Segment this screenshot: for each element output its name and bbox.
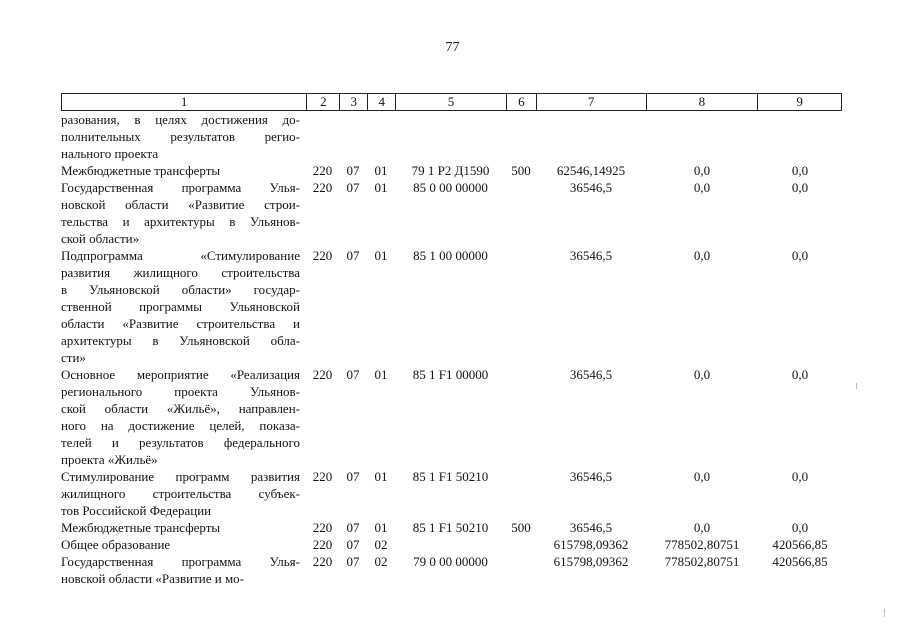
row-cell-c9: 0,0: [791, 520, 809, 535]
header-col-3: 3: [340, 94, 368, 110]
row-cell-c9: 0,0: [791, 180, 809, 195]
row-cell-c8: 0,0: [693, 520, 711, 535]
row-cell-c3: 07: [346, 180, 360, 195]
row-cell-c9: 0,0: [791, 367, 809, 382]
row-name-cell: [61, 519, 306, 536]
header-col-2: 2: [307, 94, 340, 110]
row-name-cell: [61, 247, 306, 366]
row-cell-c5: 85 1 00 00000: [413, 248, 488, 263]
row-cell-c5: 79 1 P2 Д1590: [411, 163, 490, 178]
row-name-line: ской области»: [61, 231, 140, 246]
header-col-1: 1: [62, 94, 307, 110]
row-cell-c4: 01: [374, 163, 388, 178]
row-cell-c5: 85 1 F1 50210: [412, 469, 489, 484]
row-cell-c3: 07: [346, 537, 360, 552]
row-cell-c5: 85 1 F1 00000: [412, 367, 489, 382]
table-row: [61, 366, 842, 468]
row-cell-c7: 615798,09362: [553, 537, 629, 552]
row-cell-c7: 36546,5: [569, 367, 613, 382]
row-name-line: телей и результатов федерального: [61, 435, 300, 450]
row-name-line: жилищного строительства субъек-: [61, 486, 300, 501]
row-name-line: ственной программы Ульяновской: [61, 299, 300, 314]
row-cell-c7: 36546,5: [569, 248, 613, 263]
row-cell-c5: 79 0 00 00000: [413, 554, 488, 569]
row-name-line: Общее образование: [61, 537, 171, 552]
row-name-line: Межбюджетные трансферты: [61, 520, 221, 535]
row-name-line: тов Российской Федерации: [61, 503, 212, 518]
row-name-line: проекта «Жильё»: [61, 452, 158, 467]
row-cell-c7: 36546,5: [569, 520, 613, 535]
header-col-4: 4: [368, 94, 396, 110]
table-body: [61, 111, 842, 587]
row-cell-c8: 778502,80751: [664, 537, 740, 552]
row-name-line: сти»: [61, 350, 86, 365]
row-cell-c4: 02: [374, 537, 388, 552]
row-cell-c2: 220: [312, 554, 333, 569]
row-name-line: Основное мероприятие «Реализация: [61, 367, 300, 382]
row-cell-c7: 615798,09362: [553, 554, 629, 569]
row-cell-c2: 220: [312, 367, 333, 382]
row-cell-c8: 0,0: [693, 248, 711, 263]
row-cell-c4: 01: [374, 367, 388, 382]
row-cell-c6: 500: [511, 520, 531, 535]
row-cell-c2: 220: [312, 537, 333, 552]
row-cell-c8: 0,0: [693, 469, 711, 484]
table-row: [61, 162, 842, 179]
row-cell-c2: 220: [312, 180, 333, 195]
row-cell-c8: 0,0: [693, 180, 711, 195]
row-cell-c3: 07: [346, 163, 360, 178]
row-name-cell: [61, 536, 306, 553]
row-name-line: Государственная программа Улья-: [61, 180, 300, 195]
row-name-line: новской области «Развитие и мо-: [61, 571, 245, 586]
table-row: [61, 179, 842, 247]
page-number: 77: [445, 40, 460, 55]
row-name-line: нального проекта: [61, 146, 159, 161]
row-cell-c9: 0,0: [791, 248, 809, 263]
table-row: [61, 553, 842, 587]
row-cell-c3: 07: [346, 367, 360, 382]
row-cell-c3: 07: [346, 520, 360, 535]
header-col-5: 5: [396, 94, 507, 110]
row-cell-c9: 420566,85: [772, 537, 828, 552]
row-cell-c9: 420566,85: [772, 554, 828, 569]
row-name-cell: [61, 553, 306, 587]
row-cell-c8: 0,0: [693, 367, 711, 382]
row-cell-c6: 500: [511, 163, 531, 178]
row-cell-c8: 0,0: [693, 163, 711, 178]
scan-artifact: [856, 383, 857, 389]
row-name-cell: [61, 179, 306, 247]
header-col-6: 6: [507, 94, 537, 110]
row-name-line: области «Развитие строительства и: [61, 316, 300, 331]
row-name-cell: [61, 111, 306, 162]
row-cell-c4: 01: [374, 520, 388, 535]
row-name-line: развития жилищного строительства: [61, 265, 300, 280]
row-name-line: регионального проекта Ульянов-: [61, 384, 300, 399]
row-cell-c8: 778502,80751: [664, 554, 740, 569]
row-name-line: ской области «Жильё», направлен-: [61, 401, 300, 416]
row-name-line: Государственная программа Улья-: [61, 554, 300, 569]
row-name-cell: [61, 468, 306, 519]
row-cell-c2: 220: [312, 469, 333, 484]
header-col-9: 9: [796, 94, 803, 109]
row-cell-c4: 02: [374, 554, 388, 569]
row-cell-c7: 62546,14925: [556, 163, 626, 178]
row-name-line: Стимулирование программ развития: [61, 469, 300, 484]
row-cell-c3: 07: [346, 554, 360, 569]
row-cell-c5: 85 1 F1 50210: [412, 520, 489, 535]
row-name-line: полнительных результатов регио-: [61, 129, 300, 144]
row-name-line: ного на достижение целей, показа-: [61, 418, 300, 433]
row-cell-c7: 36546,5: [569, 469, 613, 484]
row-name-line: разования, в целях достижения до-: [61, 112, 300, 127]
table-header-row: [61, 93, 842, 111]
row-name-cell: [61, 366, 306, 468]
row-name-line: Межбюджетные трансферты: [61, 163, 221, 178]
row-cell-c2: 220: [312, 248, 333, 263]
row-cell-c4: 01: [374, 469, 388, 484]
row-cell-c5: 85 0 00 00000: [413, 180, 488, 195]
table-row: [61, 519, 842, 536]
row-name-line: новской области «Развитие строи-: [61, 197, 300, 212]
row-cell-c7: 36546,5: [569, 180, 613, 195]
row-cell-c3: 07: [346, 469, 360, 484]
header-col-7: 7: [537, 94, 647, 110]
row-name-line: в Ульяновской области» государ-: [61, 282, 300, 297]
row-name-line: Подпрограмма «Стимулирование: [61, 248, 300, 263]
table-row: [61, 468, 842, 519]
row-cell-c4: 01: [374, 248, 388, 263]
row-cell-c2: 220: [312, 163, 333, 178]
table-row: [61, 247, 842, 366]
row-name-line: тельства и архитектуры в Ульянов-: [61, 214, 300, 229]
row-cell-c4: 01: [374, 180, 388, 195]
row-cell-c3: 07: [346, 248, 360, 263]
scan-artifact: [884, 609, 885, 617]
row-cell-c9: 0,0: [791, 469, 809, 484]
table-row: [61, 111, 842, 162]
row-cell-c2: 220: [312, 520, 333, 535]
row-name-cell: [61, 162, 306, 179]
header-col-8: 8: [647, 94, 759, 110]
row-cell-c9: 0,0: [791, 163, 809, 178]
row-name-line: архитектуры в Ульяновской обла-: [61, 333, 300, 348]
table-row: [61, 536, 842, 553]
